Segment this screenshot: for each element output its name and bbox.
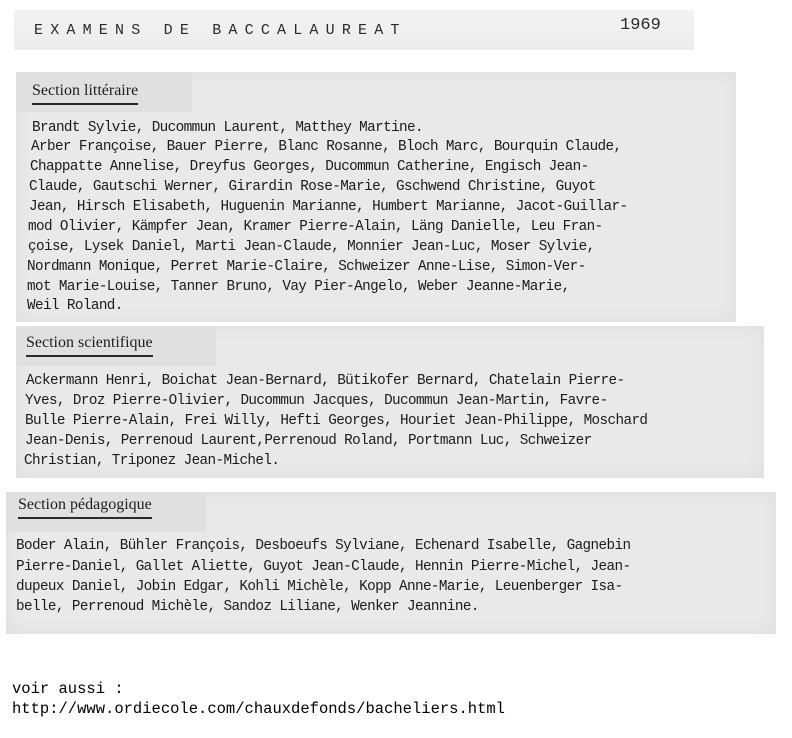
names-line: Nordmann Monique, Perret Marie-Claire, Schweizer Anne-Lise, Simon-Ver-: [27, 259, 586, 275]
section-scientifique-title: Section scientifique: [26, 334, 153, 357]
names-line: mod Olivier, Kämpfer Jean, Kramer Pierre-Alain, Läng Danielle, Leu Fran-: [28, 219, 603, 235]
section-litteraire-title: Section littéraire: [32, 82, 138, 105]
bacheliers-link[interactable]: http://www.ordiecole.com/chauxdefonds/bacheliers.html: [12, 700, 505, 718]
names-line: çoise, Lysek Daniel, Marti Jean-Claude, Monnier Jean-Luc, Moser Sylvie,: [28, 239, 595, 255]
names-line: Chappatte Annelise, Dreyfus Georges, Ducommun Catherine, Engisch Jean-: [30, 159, 589, 175]
page-title: EXAMENS DE BACCALAUREAT: [34, 22, 407, 39]
page-year: 1969: [620, 16, 661, 35]
see-also-label: voir aussi :: [12, 680, 124, 698]
names-line: Jean-Denis, Perrenoud Laurent,Perrenoud Roland, Portmann Luc, Schweizer: [25, 433, 592, 449]
names-line: Pierre-Daniel, Gallet Aliette, Guyot Jean-Claude, Hennin Pierre-Michel, Jean-: [16, 559, 631, 575]
names-line: Christian, Triponez Jean-Michel.: [24, 453, 280, 469]
names-line: Arber Françoise, Bauer Pierre, Blanc Rosanne, Bloch Marc, Bourquin Claude,: [31, 139, 622, 155]
names-line: belle, Perrenoud Michèle, Sandoz Liliane, Wenker Jeannine.: [16, 599, 479, 615]
names-line: Weil Roland.: [27, 298, 123, 314]
section-pedagogique-title: Section pédagogique: [18, 496, 152, 519]
names-line: Bulle Pierre-Alain, Frei Willy, Hefti Georges, Houriet Jean-Philippe, Moschard: [25, 413, 648, 429]
names-line: Ackermann Henri, Boichat Jean-Bernard, Bütikofer Bernard, Chatelain Pierre-: [26, 373, 625, 389]
names-line: Jean, Hirsch Elisabeth, Huguenin Marianne, Humbert Marianne, Jacot-Guillar-: [29, 199, 628, 215]
names-line: Yves, Droz Pierre-Olivier, Ducommun Jacques, Ducommun Jean-Martin, Favre-: [25, 393, 608, 409]
names-line: dupeux Daniel, Jobin Edgar, Kohli Michèle, Kopp Anne-Marie, Leuenberger Isa-: [16, 579, 623, 595]
names-line: Brandt Sylvie, Ducommun Laurent, Matthey Martine.: [32, 120, 423, 136]
names-line: Claude, Gautschi Werner, Girardin Rose-Marie, Gschwend Christine, Guyot: [29, 179, 596, 195]
names-line: mot Marie-Louise, Tanner Bruno, Vay Pier-Angelo, Weber Jeanne-Marie,: [27, 279, 570, 295]
names-line: Boder Alain, Bühler François, Desboeufs Sylviane, Echenard Isabelle, Gagnebin: [16, 538, 631, 554]
